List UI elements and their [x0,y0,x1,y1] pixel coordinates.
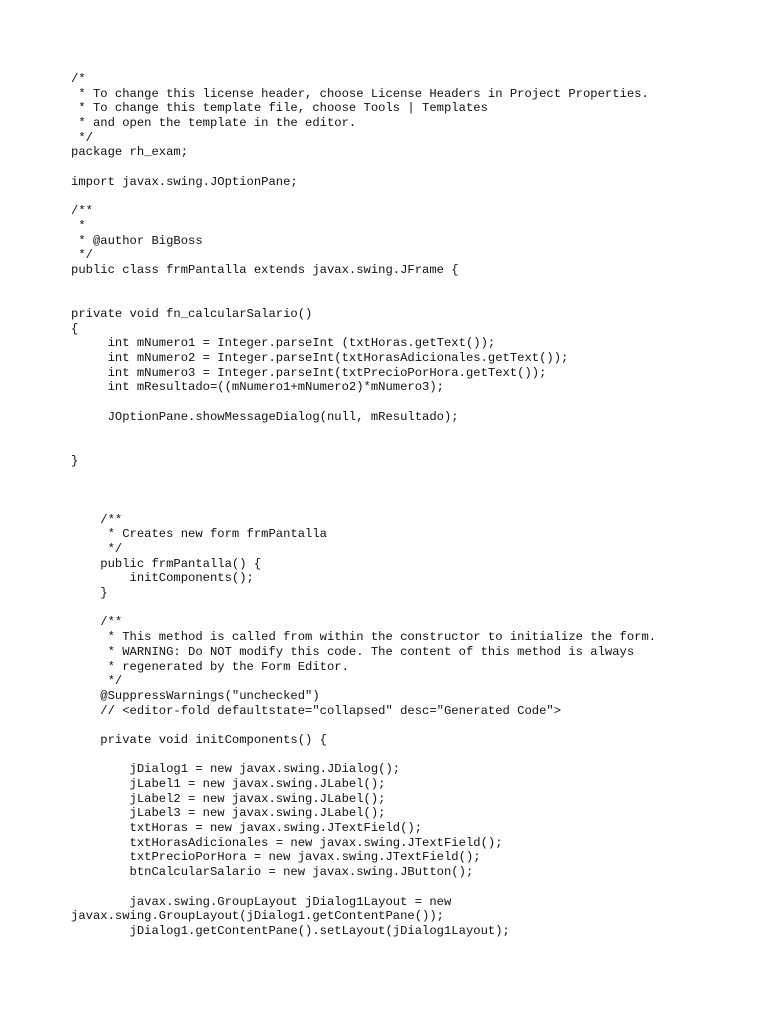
code-line: int mNumero1 = Integer.parseInt (txtHoras.getText()); [71,336,496,351]
code-line: */ [71,674,123,689]
code-line: javax.swing.GroupLayout jDialog1Layout = new [71,894,452,909]
code-line: btnCalcularSalario = new javax.swing.JButton(); [71,865,474,880]
code-line: /** [71,512,123,527]
code-line: */ [71,248,93,263]
code-line: * regenerated by the Form Editor. [71,659,349,674]
code-line [71,160,751,175]
code-line: package rh_exam; [71,145,189,160]
code-line: txtHorasAdicionales = new javax.swing.JTextField(); [71,835,503,850]
code-line: jLabel2 = new javax.swing.JLabel(); [71,791,386,806]
code-line: } [71,586,108,601]
code-line [71,439,751,454]
code-line [71,748,751,763]
code-line: jDialog1 = new javax.swing.JDialog(); [71,762,401,777]
code-line: } [71,453,79,468]
code-line: * WARNING: Do NOT modify this code. The content of this method is always [71,644,635,659]
code-line: * To change this template file, choose Tools | Templates [71,101,488,116]
code-line: @SuppressWarnings("unchecked") [71,688,320,703]
code-line [71,469,751,484]
code-line: * This method is called from within the constructor to initialize the form. [71,630,657,645]
code-line [71,718,751,733]
code-line: /** [71,204,93,219]
code-line [71,190,751,205]
code-line: initComponents(); [71,571,254,586]
code-line: int mNumero2 = Integer.parseInt(txtHorasAdicionales.getText()); [71,351,569,366]
code-line [71,498,751,513]
code-line: private void initComponents() { [71,732,327,747]
code-line [71,425,751,440]
code-line: public frmPantalla() { [71,556,262,571]
code-line: import javax.swing.JOptionPane; [71,174,298,189]
code-line: */ [71,542,123,556]
code-line: * @author BigBoss [71,233,203,248]
code-line: txtPrecioPorHora = new javax.swing.JTextField(); [71,850,481,865]
code-line: jLabel1 = new javax.swing.JLabel(); [71,777,386,791]
code-line [71,292,751,307]
code-line: jLabel3 = new javax.swing.JLabel(); [71,806,386,821]
code-line: int mNumero3 = Integer.parseInt(txtPrecioPorHora.getText()); [71,365,547,380]
code-line: JOptionPane.showMessageDialog(null, mResultado); [71,409,459,424]
code-line: jDialog1.getContentPane().setLayout(jDialog1Layout); [71,923,510,938]
code-line: { [71,321,79,336]
code-line: // <editor-fold defaultstate="collapsed" desc="Generated Code"> [71,703,562,718]
code-line: * and open the template in the editor. [71,116,357,131]
code-line [71,278,751,293]
code-line: private void fn_calcularSalario() [71,307,313,321]
code-line: * [71,218,86,233]
code-line: * To change this license header, choose License Headers in Project Properties. [71,86,649,101]
code-line [71,395,751,410]
code-line: javax.swing.GroupLayout(jDialog1.getContentPane()); [71,909,444,924]
code-line [71,483,751,498]
code-line: public class frmPantalla extends javax.swing.JFrame { [71,262,459,277]
code-line [71,880,751,895]
code-line: * Creates new form frmPantalla [71,527,327,542]
source-code-block [71,72,751,939]
code-line: txtHoras = new javax.swing.JTextField(); [71,821,423,836]
code-line [71,601,751,616]
code-line: /* [71,72,86,86]
code-line: /** [71,615,123,630]
code-line: int mResultado=((mNumero1+mNumero2)*mNumero3); [71,380,444,395]
code-line: */ [71,130,93,145]
